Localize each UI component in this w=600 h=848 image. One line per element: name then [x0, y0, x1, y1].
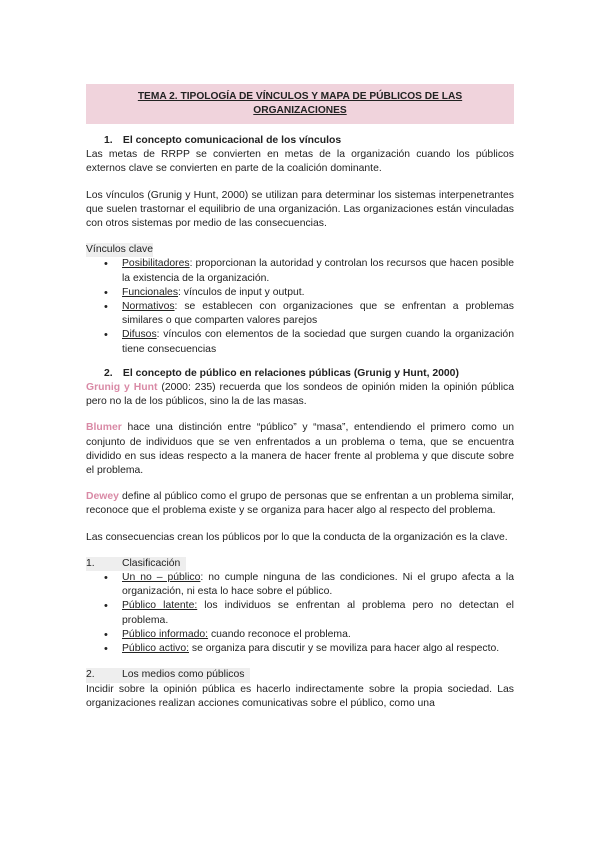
section-2-paragraph-1: Grunig y Hunt (2000: 235) recuerda que los sondeos de opinión miden la opinión pública pero no la de los públicos, sino la de las masas. — [86, 382, 515, 408]
section-1-title: El concepto comunicacional de los vínculos — [122, 135, 342, 146]
list-item: • Difusos: vínculos con elementos de la sociedad que surgen cuando la organización tiene consecuencias — [122, 328, 514, 356]
key-links-list — [86, 257, 514, 356]
list-item: • Público activo: se organiza para discutir y se moviliza para hacer algo al respecto. — [122, 642, 514, 656]
list-item: • Un no – público: no cumple ninguna de las condiciones. Ni el grupo afecta a la organización, ni esta lo hace sobre el público. — [122, 571, 514, 599]
section-1-paragraph-1: Las metas de RRPP se convierten en metas de la organización cuando los públicos externos clave se convierten en parte de la coalición dominante. — [86, 149, 514, 175]
list-item: • Funcionales: vínculos de input y output. — [122, 286, 514, 300]
section-2-paragraph-5: Incidir sobre la opinión pública es hacerlo indirectamente sobre la propia sociedad. Las organizaciones realizan acciones comunicativas sobre el público, como una — [86, 683, 514, 709]
list-item: • Normativos: se establecen con organizaciones que se enfrentan a problemas similares o que comparten valores parejos — [122, 300, 514, 328]
list-item: • Público informado: cuando reconoce el problema. — [122, 628, 514, 642]
section-2-title: El concepto de público en relaciones públicas (Grunig y Hunt, 2000) — [122, 367, 459, 379]
section-2-paragraph-4: Las consecuencias crean los públicos por lo que la conducta de la organización es la clave. — [86, 531, 508, 543]
section-2-heading — [86, 367, 514, 381]
document-page — [86, 84, 514, 711]
section-2-number: 2. — [104, 367, 113, 379]
section-1-paragraph-2: Los vínculos (Grunig y Hunt, 2000) se utilizan para determinar los sistemas interpenetrantes que suelen trastornar el equilibrio de una organización. Las organizaciones están vinculadas con otros sistemas por medio de las consecuencias. — [86, 189, 514, 230]
subsection-media: 2. Los medios como públicos — [86, 668, 250, 682]
list-item: • Posibilitadores: proporcionan la autoridad y controlan los recursos que hacen posible la existencia de la organización. — [122, 257, 514, 285]
section-1-number: 1. — [104, 135, 113, 146]
classification-list — [86, 571, 514, 656]
section-2-paragraph-2: Blumer hace una distinción entre “público” y “masa”, entendiendo el primero como un conjunto de individuos que se ven enfrentados a un problema o tema, que se encuentra dividido en sus ideas respecto a la manera de hacer frente al problema y que discute sobre el problema. — [86, 422, 514, 477]
section-2-paragraph-3: Dewey define al público como el grupo de personas que se enfrentan a un problema similar, reconoce que el problema existe y se organiza para hacer algo al respecto del problema. — [86, 491, 514, 517]
document-title: TEMA 2. TIPOLOGÍA DE VÍNCULOS Y MAPA DE PÚBLICOS DE LAS ORGANIZACIONES — [86, 84, 514, 124]
subsection-classification: 1. Clasificación — [86, 557, 186, 571]
list-item: • Público latente: los individuos se enfrentan al problema pero no detectan el problema. — [122, 599, 514, 627]
section-1-heading — [86, 134, 514, 148]
key-links-label: Vínculos clave — [86, 243, 153, 257]
